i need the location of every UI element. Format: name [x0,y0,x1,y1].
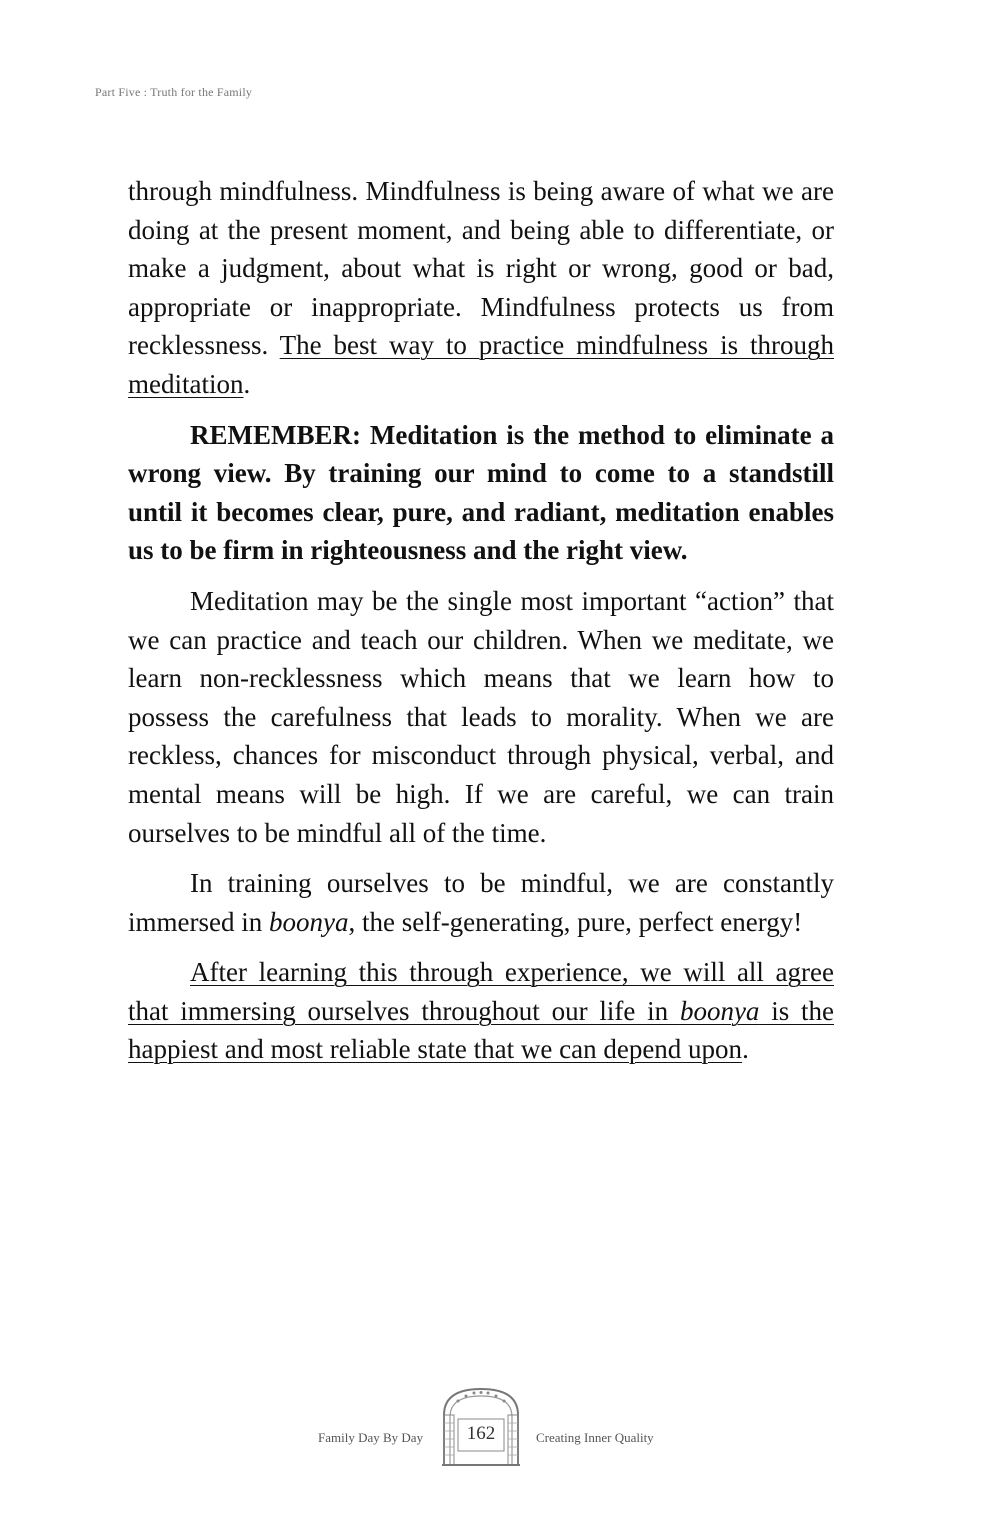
paragraph-4-italic: boonya [268,906,349,937]
paragraph-5-underlined-b: is the happiest and most reliable state that we can depend upon [128,995,834,1065]
footer-book-title: Family Day By Day [318,1430,424,1445]
paragraph-4 [128,864,834,941]
page-footer [0,1385,1000,1475]
paragraph-4-text-b: , the self-generating, pure, perfect energy! [348,906,803,937]
paragraph-3-text: Meditation may be the single most important “action” that we can practice and teach our children. When we meditate, we learn non-recklessness which means that we learn how to possess the carefulness that leads to morality. When we are reckless, chances for misconduct through physical, verbal, and mental means will be high. If we are careful, we can train ourselves to be mindful all of the time. [128,585,834,848]
paragraph-3 [128,582,834,852]
paragraph-1-end: . [243,368,251,399]
running-head: Part Five : Truth for the Family [95,85,253,99]
body-text [128,172,834,1081]
paragraph-5 [128,953,834,1069]
paragraph-1 [128,172,834,404]
paragraph-1-text: through mindfulness. Mindfulness is being aware of what we are doing at the present moment, and being able to differentiate, or make a judgment, about what is right or wrong, good or bad, appropriate or inappropriate. Mindfulness protects us from recklessness. [128,176,834,361]
paragraph-5-italic: boonya [679,995,760,1026]
paragraph-4-text-a: In training ourselves to be mindful, we are constantly immersed in [128,868,834,937]
page-number: 162 [466,1423,496,1444]
paragraph-5-underlined-a: After learning this through experience, we will all agree that immersing ourselves throughout our life in [128,957,834,1026]
paragraph-1-underlined: The best way to practice mindfulness is through meditation [128,330,834,399]
paragraph-5-end: . [742,1034,749,1065]
paragraph-2-text: REMEMBER: Meditation is the method to eliminate a wrong view. By training our mind to come to a standstill until it becomes clear, pure, and radiant, meditation enables us to be firm in righteousness and the right view. [128,419,834,566]
footer-section-title: Creating Inner Quality [536,1430,654,1445]
paragraph-2-remember [128,416,834,570]
